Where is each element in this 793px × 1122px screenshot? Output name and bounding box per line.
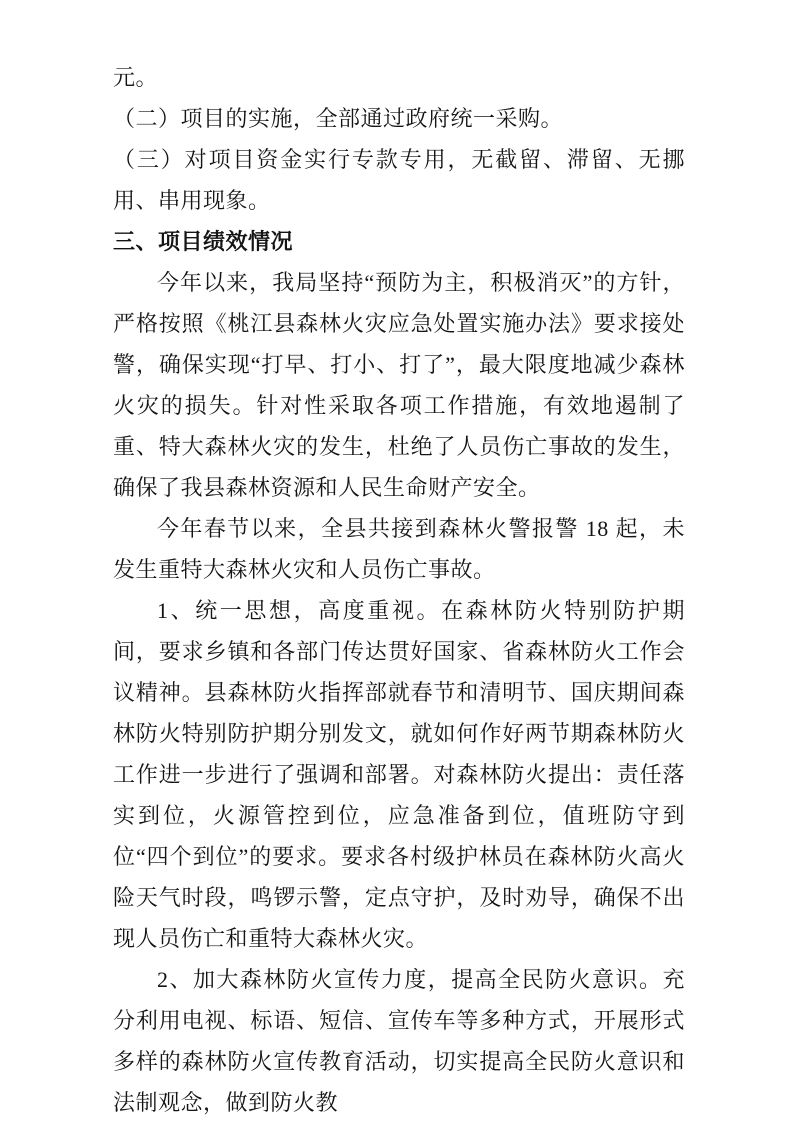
paragraph-item-3: （三）对项目资金实行专款专用，无截留、滞留、无挪用、串用现象。 — [113, 147, 685, 213]
section-heading-performance: 三、项目绩效情况 — [113, 229, 294, 254]
paragraph-spring-festival-stats: 今年春节以来，全县共接到森林火警报警 18 起，未发生重特大森林火灾和人员伤亡事故。 — [113, 516, 685, 582]
paragraph-continuation: 元。 — [113, 65, 159, 90]
paragraph-point-2-publicity: 2、加大森林防火宣传力度，提高全民防火意识。充分利用电视、标语、短信、宣传车等多种方式，开展形式多样的森林防火宣传教育活动，切实提高全民防火意识和法制观念，做到防火教 — [113, 967, 685, 1115]
paragraph-item-2: （二）项目的实施，全部通过政府统一采购。 — [113, 106, 564, 131]
paragraph-point-1-unified-thinking: 1、统一思想，高度重视。在森林防火特别防护期间，要求乡镇和各部门传达贯好国家、省森林防火工作会议精神。县森林防火指挥部就春节和清明节、国庆期间森林防火特别防护期分别发文，就如何作好两节期森林防火工作进一步进行了强调和部署。对森林防火提出：责任落实到位，火源管控到位，应急准备到位，值班防守到位“四个到位”的要求。要求各村级护林员在森林防火高火险天气时段，鸣锣示警，定点守护，及时劝导，确保不出现人员伤亡和重特大森林火灾。 — [113, 598, 685, 951]
paragraph-overview: 今年以来，我局坚持“预防为主，积极消灭”的方针，严格按照《桃江县森林火灾应急处置实施办法》要求接处警，确保实现“打早、打小、打了”，最大限度地减少森林火灾的损失。针对性采取各项工作措施，有效地遏制了重、特大森林火灾的发生，杜绝了人员伤亡事故的发生，确保了我县森林资源和人民生命财产安全。 — [113, 270, 685, 500]
document-body — [113, 57, 685, 1122]
